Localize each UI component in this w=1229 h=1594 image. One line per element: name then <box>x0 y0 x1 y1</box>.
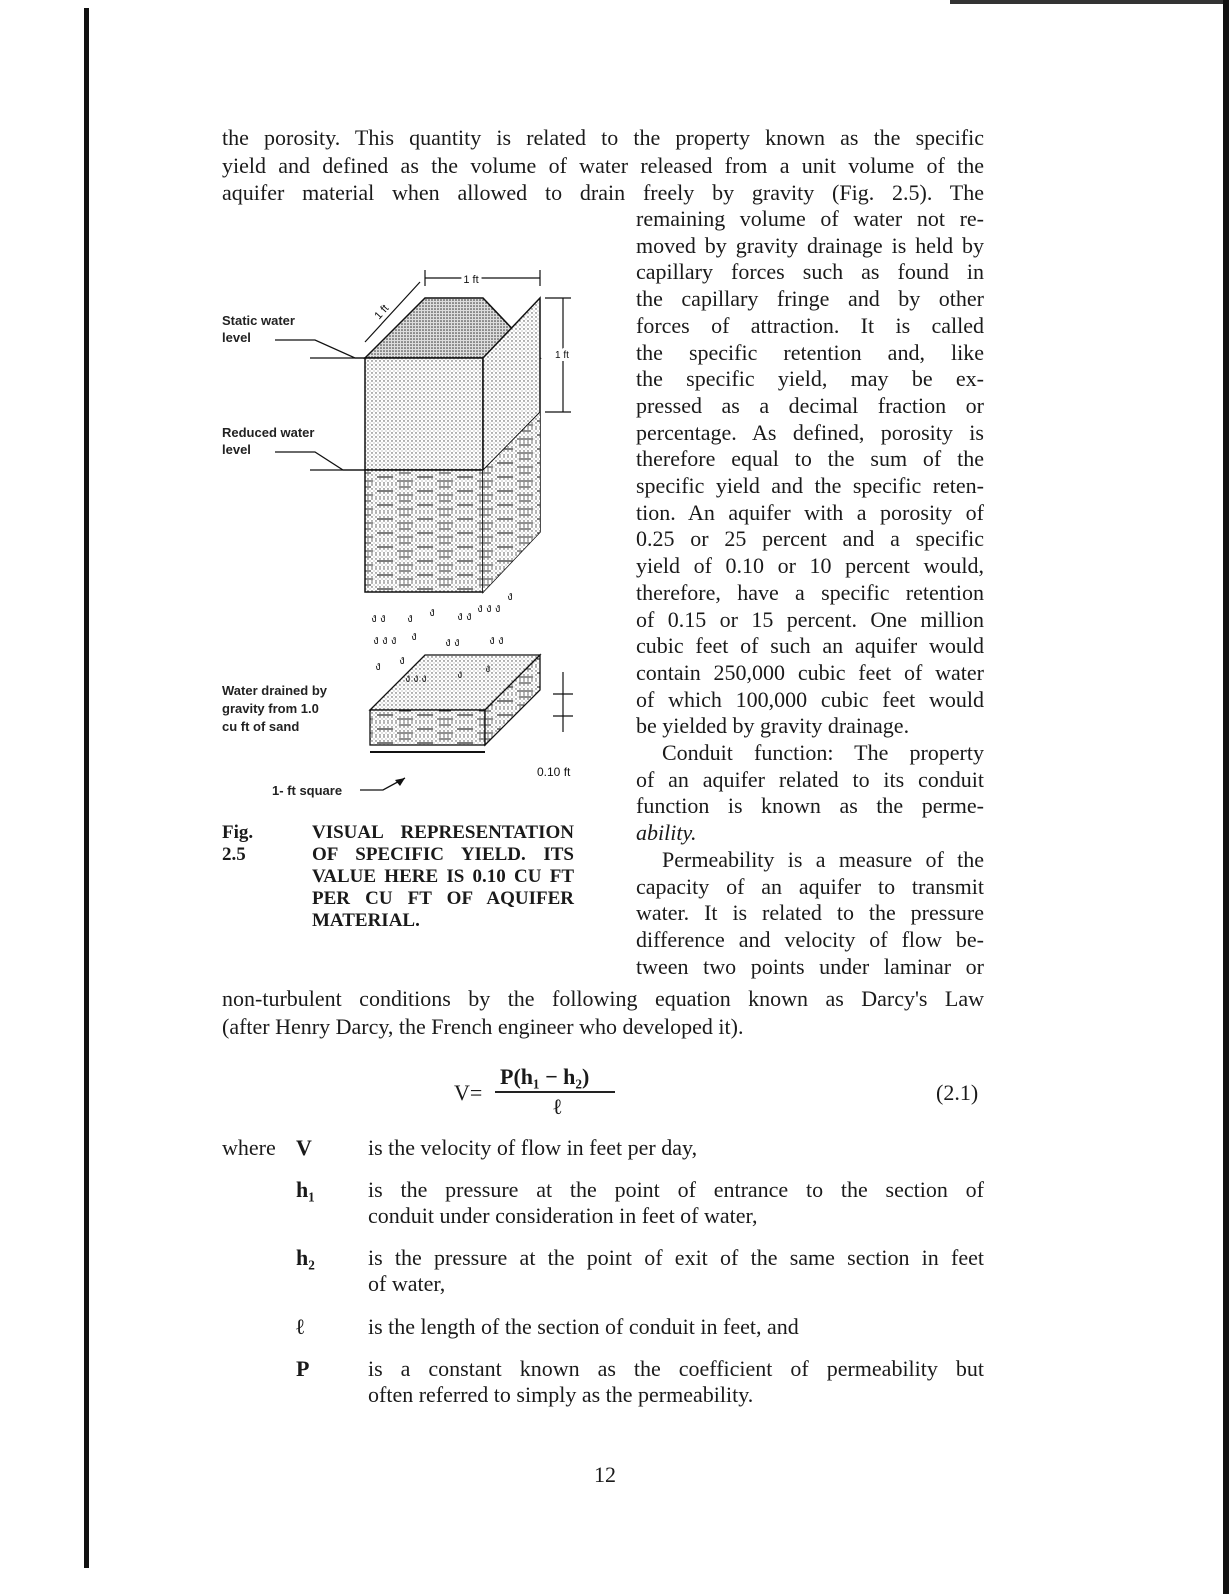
text-line: is the length of the section of conduit in feet, and <box>368 1314 799 1339</box>
svg-text:ง ง: ง ง <box>489 633 504 647</box>
svg-text:ง ง: ง ง <box>445 635 460 649</box>
svg-text:ง: ง <box>411 629 417 643</box>
text-line: difference and velocity of flow be- <box>636 926 984 952</box>
label-line: gravity from 1.0 <box>222 701 319 716</box>
text-line: of an aquifer related to its conduit <box>636 766 984 792</box>
page-number: 12 <box>594 1462 616 1487</box>
text-line: often referred to simply as the permeability. <box>368 1382 754 1407</box>
svg-text:ง: ง <box>429 605 435 619</box>
text-line: cubic feet of such an aquifer would <box>636 633 984 659</box>
dim-tray-label: 0.10 ft <box>537 765 571 779</box>
svg-text:ง: ง <box>507 589 513 603</box>
block-front-upper <box>365 358 483 470</box>
text-line: the specific yield, may be ex- <box>636 366 984 392</box>
text-line: 0.25 or 25 percent and a specific <box>636 526 984 552</box>
text-line: is a constant known as the coefficient of permeability but <box>368 1356 984 1381</box>
text-line: of which 100,000 cubic feet would <box>636 686 984 712</box>
scan-edge-left <box>84 8 89 1568</box>
tray-front <box>370 710 485 745</box>
text-line: forces of attraction. It is called <box>636 312 984 338</box>
scan-edge-right <box>1223 0 1229 1594</box>
svg-text:ง: ง <box>399 653 405 667</box>
def-term: h₁ <box>296 1177 315 1202</box>
label-line: cu ft of sand <box>222 719 300 734</box>
text-line: ability. <box>636 820 697 846</box>
text-line: capillary forces such as found in <box>636 259 984 285</box>
label-line: Static water <box>222 313 295 328</box>
text-line: (after Henry Darcy, the French engineer who developed it). <box>222 1014 744 1039</box>
where-label: where <box>222 1135 276 1160</box>
svg-text:ง: ง <box>457 669 463 681</box>
text-line: of water, <box>368 1271 446 1296</box>
text-line: aquifer material when allowed to drain freely by gravity (Fig. 2.5). The <box>222 180 984 206</box>
text-line: be yielded by gravity drainage. <box>636 713 910 739</box>
darcy-paragraph <box>222 985 984 1041</box>
svg-text:ง ง ง: ง ง ง <box>405 673 427 685</box>
label-square: 1- ft square <box>272 783 343 798</box>
label-line: level <box>222 330 251 345</box>
svg-text:ง: ง <box>407 611 413 625</box>
text-line: capacity of an aquifer to transmit <box>636 873 984 899</box>
text-line: therefore, have a specific retention <box>636 579 984 605</box>
equation-lhs: V= <box>454 1080 483 1105</box>
equation-denominator: ℓ <box>552 1094 563 1119</box>
def-term: V <box>296 1135 312 1160</box>
scan-edge-top <box>950 0 1229 4</box>
text-line: yield of 0.10 or 10 percent would, <box>636 553 984 579</box>
def-term: P <box>296 1356 310 1381</box>
def-text <box>368 1245 984 1297</box>
text-line: is the pressure at the point of entrance to the section of <box>368 1177 984 1202</box>
text-line: the capillary fringe and by other <box>636 286 984 312</box>
svg-text:ง ง: ง ง <box>371 611 386 625</box>
def-term: ℓ <box>296 1314 305 1339</box>
svg-text:ง: ง <box>485 663 491 675</box>
label-water-drained <box>222 682 327 736</box>
def-term: h₂ <box>296 1245 315 1270</box>
text-line: of 0.15 or 15 percent. One million <box>636 606 984 632</box>
text-line: Conduit function: The property <box>662 740 984 766</box>
caption-text: VISUAL REPRESENTATION OF SPECIFIC YIELD. ITS VALUE HERE IS 0.10 CU FT PER CU FT OF AQUIFER MATERIAL. <box>312 822 574 931</box>
svg-text:ง: ง <box>375 659 381 673</box>
text-line: tion. An aquifer with a porosity of <box>636 499 984 525</box>
def-text <box>368 1177 984 1229</box>
dim-side-label: 1 ft <box>555 350 569 361</box>
text-line: moved by gravity drainage is held by <box>636 232 984 258</box>
block-front-lower <box>365 470 483 592</box>
text-line: conduit under consideration in feet of water, <box>368 1203 758 1228</box>
dim-diag-label: 1 ft <box>372 302 392 323</box>
text-line: yield and defined as the volume of water released from a unit volume of the <box>222 152 984 178</box>
caption-number: Fig. 2.5 <box>222 822 254 865</box>
text-line: is the pressure at the point of exit of the same section in feet <box>368 1245 984 1270</box>
text-line: is the velocity of flow in feet per day, <box>368 1135 698 1160</box>
label-static-water <box>222 312 295 346</box>
text-line: function is known as the perme- <box>636 793 984 819</box>
text-line: non-turbulent conditions by the following equation known as Darcy's Law <box>222 986 984 1011</box>
svg-text:ง ง: ง ง <box>457 609 472 623</box>
fraction-bar <box>495 1091 615 1093</box>
label-reduced-water <box>222 424 314 458</box>
text-line: the porosity. This quantity is related to the property known as the specific <box>222 125 984 150</box>
text-line: percentage. As defined, porosity is <box>636 419 984 445</box>
svg-text:ง ง ง: ง ง ง <box>373 633 397 647</box>
column-paragraph <box>636 206 984 980</box>
text-line: contain 250,000 cubic feet of water <box>636 659 984 685</box>
equation-number: (2.1) <box>936 1080 979 1105</box>
label-line: level <box>222 442 251 457</box>
dim-top-label: 1 ft <box>463 274 479 286</box>
def-text <box>368 1135 984 1161</box>
svg-text:ง ง ง: ง ง ง <box>477 601 501 615</box>
label-line: Water drained by <box>222 683 327 698</box>
text-line: specific yield and the specific reten- <box>636 473 984 499</box>
text-line: Permeability is a measure of the <box>662 846 984 872</box>
equation-numerator: P(h₁ − h₂) <box>500 1064 590 1089</box>
text-line: pressed as a decimal fraction or <box>636 392 984 418</box>
text-line: remaining volume of water not re- <box>636 206 984 231</box>
text-line: tween two points under laminar or <box>636 953 984 979</box>
def-text <box>368 1314 984 1340</box>
text-line: therefore equal to the sum of the <box>636 446 984 472</box>
text-line: the specific retention and, like <box>636 339 984 365</box>
label-line: Reduced water <box>222 425 315 440</box>
def-text <box>368 1356 984 1408</box>
intro-paragraph <box>222 124 984 207</box>
text-line: water. It is related to the pressure <box>636 900 984 926</box>
